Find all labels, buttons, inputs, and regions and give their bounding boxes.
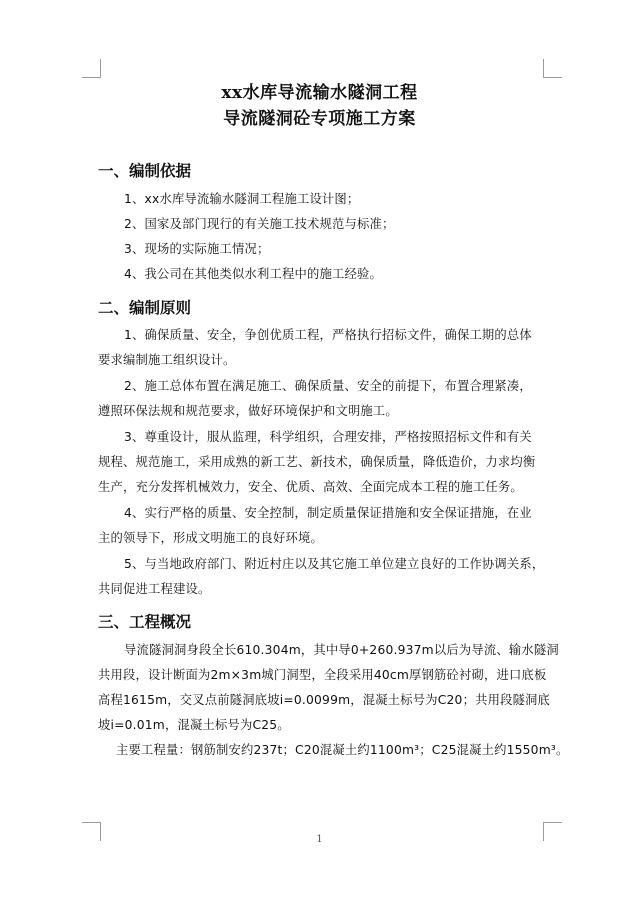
crop-mark-top-right <box>543 59 562 78</box>
overview-line: 高程1615m，交叉点前隧洞底坡i=0.0099m，混凝土标号为C20；共用段隧洞底 <box>98 693 551 707</box>
principle-line: 3、尊重设计，服从监理，科学组织，合理安排，严格按照招标文件和有关 <box>124 430 532 444</box>
principle-line: 规程、规范施工，采用成熟的新工艺、新技术，确保质量，降低造价，力求均衡 <box>98 455 536 469</box>
principle-line: 2、施工总体布置在满足施工、确保质量、安全的前提下，布置合理紧凑， <box>124 379 532 393</box>
overview-line: 坡i=0.01m，混凝土标号为C25。 <box>98 718 290 732</box>
overview-line: 导流隧洞洞身段全长610.304m，其中导0+260.937m以后为导流、输水隧洞 <box>124 643 559 657</box>
principle-line: 生产，充分发挥机械效力，安全、优质、高效、全面完成本工程的施工任务。 <box>98 480 523 494</box>
overview-quantities: 主要工程量：钢筋制安约237t；C20混凝土约1100m³；C25混凝土约1550m³。 <box>116 743 569 757</box>
document-title-line1: xx水库导流输水隧洞工程 <box>221 83 418 103</box>
page-number: 1 <box>316 834 323 845</box>
basis-item-2: 2、国家及部门现行的有关施工技术规范与标准； <box>124 217 395 231</box>
section-heading-basis: 一、编制依据 <box>98 162 192 180</box>
principle-line: 遵照环保法规和规范要求，做好环境保护和文明施工。 <box>98 404 398 418</box>
document-title-line2: 导流隧洞砼专项施工方案 <box>223 109 416 129</box>
basis-item-1: 1、xx水库导流输水隧洞工程施工设计图； <box>124 192 360 206</box>
principle-line: 共同促进工程建设。 <box>98 582 211 596</box>
basis-item-3: 3、现场的实际施工情况； <box>124 242 270 256</box>
crop-mark-top-left <box>82 59 101 78</box>
principle-line: 要求编制施工组织设计。 <box>98 353 236 367</box>
section-heading-overview: 三、工程概况 <box>98 613 192 631</box>
overview-line: 共用段，设计断面为2m×3m城门洞型，全段采用40cm厚钢筋砼衬砌，进口底板 <box>98 668 547 682</box>
basis-item-4: 4、我公司在其他类似水利工程中的施工经验。 <box>124 267 382 281</box>
section-heading-principles: 二、编制原则 <box>98 299 192 317</box>
principle-line: 1、确保质量、安全，争创优质工程，严格执行招标文件，确保工期的总体 <box>124 328 532 342</box>
principle-line: 主的领导下，形成文明施工的良好环境。 <box>98 531 323 545</box>
principle-line: 4、实行严格的质量、安全控制，制定质量保证措施和安全保证措施，在业 <box>124 506 532 520</box>
principle-line: 5、与当地政府部门、附近村庄以及其它施工单位建立良好的工作协调关系， <box>124 557 545 571</box>
